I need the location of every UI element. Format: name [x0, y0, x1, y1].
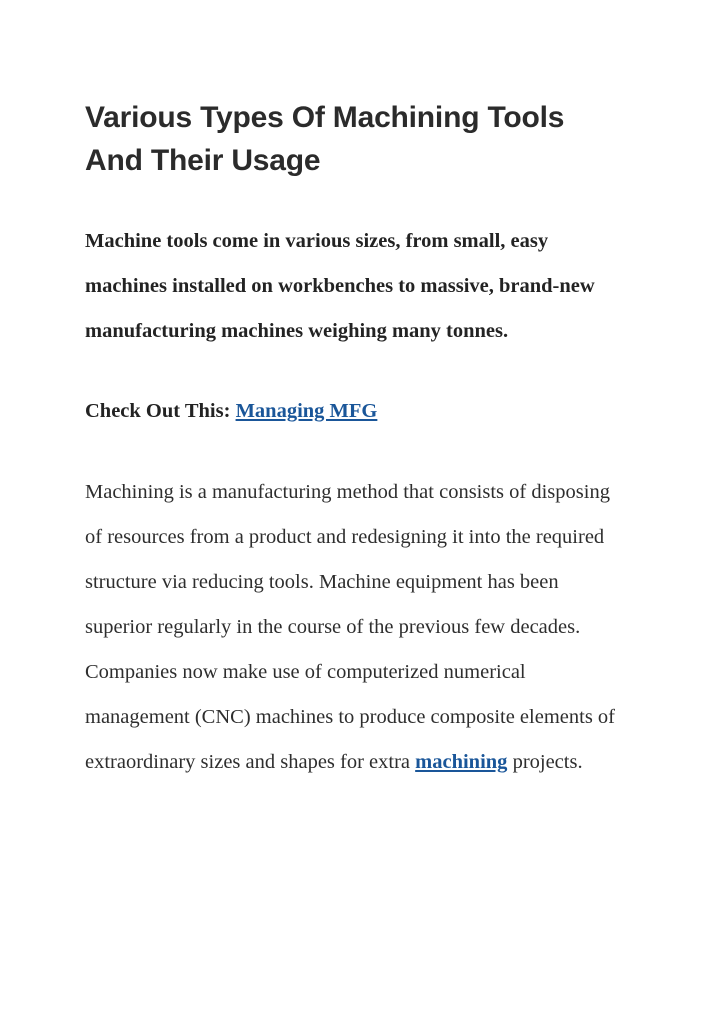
callout-paragraph [85, 354, 628, 434]
body-text-part-two: projects. [507, 751, 583, 773]
body-text-part-one: Machining is a manufacturing method that consists of disposing of resources from a product and redesigning it into the required structure via reducing tools. Machine equipment has been superior regularly in the course of the previous few decades. Companies now make use of computerized numerical management (CNC) machines to produce composite elements of extraordinary sizes and shapes for extra [85, 481, 615, 773]
page-title: Various Types Of Machining Tools And Their Usage [85, 101, 565, 177]
lead-paragraph: Machine tools come in various sizes, from small, easy machines installed on workbenches to massive, brand-new manufacturing machines weighing many tonnes. [85, 230, 595, 342]
body-paragraph [85, 434, 628, 785]
machining-link[interactable]: machining [415, 751, 508, 773]
managing-mfg-link[interactable]: Managing MFG [235, 400, 378, 422]
callout-prefix-text: Check Out This: [85, 400, 236, 422]
